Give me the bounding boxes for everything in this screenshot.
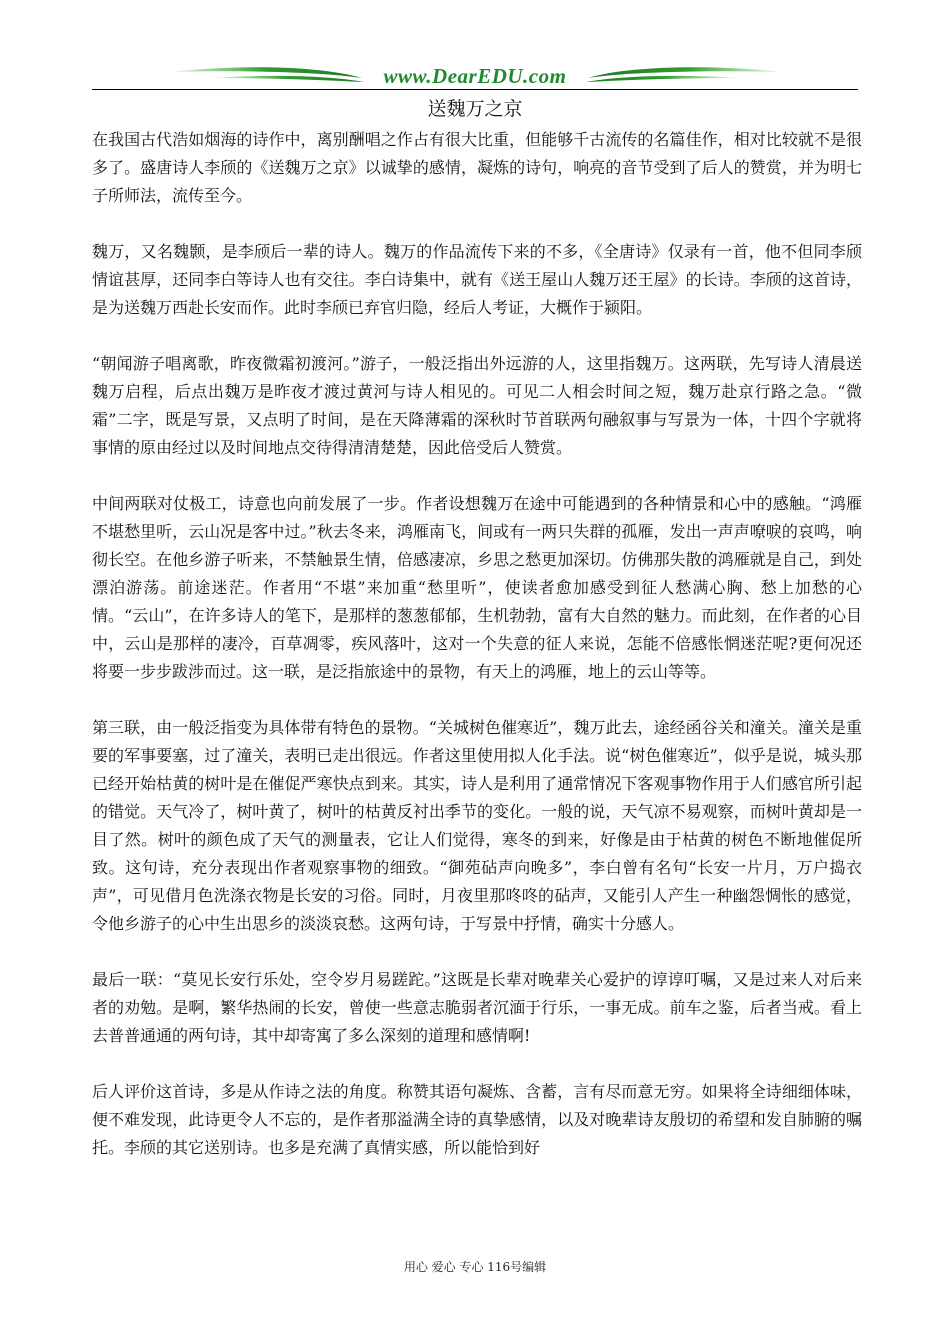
- site-logo-text[interactable]: www.DearEDU.com: [383, 64, 567, 88]
- paragraph-7: 后人评价这首诗，多是从作诗之法的角度。称赞其语句凝炼、含蓄，言有尽而意无穷。如果将全诗细细体味，便不难发现，此诗更令人不忘的，是作者那溢满全诗的真挚感情，以及对晚辈诗友殷切的希望和发自肺腑的嘱托。李颀的其它送别诗。也多是充满了真情实感，所以能恰到好: [92, 1082, 862, 1157]
- paragraph-1: 在我国古代浩如烟海的诗作中，离别酬唱之作占有很大比重，但能够千古流传的名篇佳作，相对比较就不是很多了。盛唐诗人李颀的《送魏万之京》以诚挚的感情，凝炼的诗句，响亮的音节受到了后人的赞赏，并为明七子所师法，流传至今。: [92, 130, 862, 205]
- header-divider: [92, 89, 858, 90]
- paragraph-6: 最后一联：“莫见长安行乐处，空令岁月易蹉跎。”这既是长辈对晚辈关心爱护的谆谆叮嘱，又是过来人对后来者的劝勉。是啊，繁华热闹的长安，曾使一些意志脆弱者沉湎于行乐，一事无成。前车之鉴，后者当戒。看上去普普通通的两句诗，其中却寄寓了多么深刻的道理和感情啊!: [92, 970, 862, 1045]
- page-footer: 用心 爱心 专心 116号编辑: [403, 1260, 547, 1274]
- page-title: 送魏万之京: [427, 98, 523, 120]
- article-body: [92, 126, 862, 1190]
- paragraph-3: “朝闻游子唱离歌，昨夜微霜初渡河。”游子，一般泛指出外远游的人，这里指魏万。这两联，先写诗人清晨送魏万启程，后点出魏万是昨夜才渡过黄河与诗人相见的。可见二人相会时间之短，魏万赴京行路之急。“微霜”二字，既是写景，又点明了时间，是在天降薄霜的深秋时节首联两句融叙事与写景为一体，十四个字就将事情的原由经过以及时间地点交待得清清楚楚，因此倍受后人赞赏。: [92, 354, 862, 457]
- paragraph-2: 魏万，又名魏颢，是李颀后一辈的诗人。魏万的作品流传下来的不多，《全唐诗》仅录有一首，他不但同李颀情谊甚厚，还同李白等诗人也有交往。李白诗集中，就有《送王屋山人魏万还王屋》的长诗。李颀的这首诗，是为送魏万西赴长安而作。此时李颀已弃官归隐，经后人考证，大概作于颍阳。: [92, 242, 862, 317]
- paragraph-5: 第三联，由一般泛指变为具体带有特色的景物。“关城树色催寒近”，魏万此去，途经函谷关和潼关。潼关是重要的军事要塞，过了潼关，表明已走出很远。作者这里使用拟人化手法。说“树色催寒近”，似乎是说，城头那已经开始枯黄的树叶是在催促严寒快点到来。其实，诗人是利用了通常情况下客观事物作用于人们感官所引起的错觉。天气冷了，树叶黄了，树叶的枯黄反衬出季节的变化。一般的说，天气凉不易观察，而树叶黄却是一目了然。树叶的颜色成了天气的测量表，它让人们觉得，寒冬的到来，好像是由于枯黄的树色不断地催促所致。这句诗，充分表现出作者观察事物的细致。“御苑砧声向晚多”，李白曾有名句“长安一片月，万户捣衣声”，可见借月色洗涤衣物是长安的习俗。同时，月夜里那咚咚的砧声，又能引人产生一种幽怨惆怅的感觉，令他乡游子的心中生出思乡的淡淡哀愁。这两句诗，于写景中抒情，确实十分感人。: [92, 718, 862, 933]
- paragraph-4: 中间两联对仗极工，诗意也向前发展了一步。作者设想魏万在途中可能遇到的各种情景和心中的感触。“鸿雁不堪愁里听，云山况是客中过。”秋去冬来，鸿雁南飞，间或有一两只失群的孤雁，发出一声声嘹唳的哀鸣，响彻长空。在他乡游子听来，不禁触景生情，倍感凄凉，乡思之愁更加深切。仿佛那失散的鸿雁就是自己，到处漂泊游荡。前途迷茫。作者用“不堪”来加重“愁里听”，使读者愈加感受到征人愁满心胸、愁上加愁的心情。“云山”，在许多诗人的笔下，是那样的葱葱郁郁，生机勃勃，富有大自然的魅力。而此刻，在作者的心目中，云山是那样的凄冷，百草凋零，疾风落叶，这对一个失意的征人来说，怎能不倍感怅惘迷茫呢?更何况还将要一步步跋涉而过。这一联，是泛指旅途中的景物，有天上的鸿雁，地上的云山等等。: [92, 494, 862, 681]
